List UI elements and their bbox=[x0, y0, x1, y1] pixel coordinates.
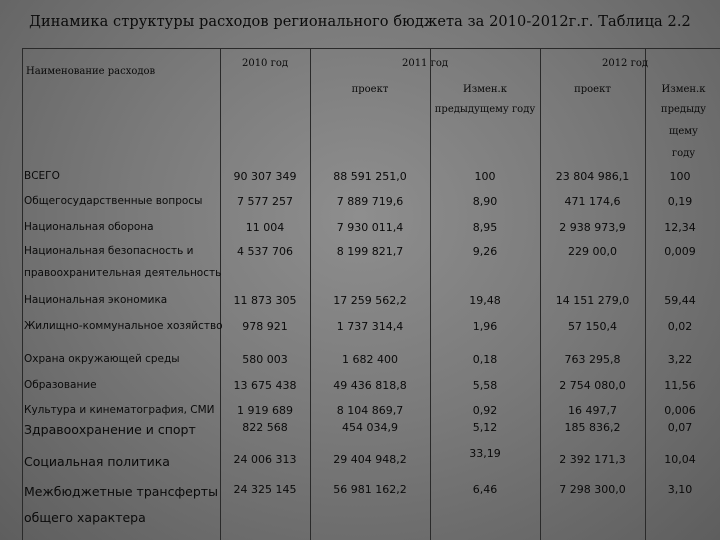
cell-change-2012: 3,22 bbox=[667, 353, 693, 366]
cell-project-2012: 763 295,8 bbox=[564, 353, 621, 366]
header-2011: 2011 год bbox=[401, 58, 449, 69]
cell-change-2011: 19,48 bbox=[469, 294, 501, 307]
cell-project-2012: 185 836,2 bbox=[564, 421, 621, 434]
cell-change-2011: 0,92 bbox=[472, 404, 498, 417]
cell-2010: 11 873 305 bbox=[233, 294, 297, 307]
cell-project-2011: 8 104 869,7 bbox=[336, 404, 404, 417]
header-project-2011: проект bbox=[351, 84, 389, 95]
cell-project-2011: 88 591 251,0 bbox=[333, 170, 407, 183]
cell-project-2011: 8 199 821,7 bbox=[336, 245, 404, 258]
cell-project-2011: 7 889 719,6 bbox=[336, 195, 404, 208]
cell-change-2011: 8,95 bbox=[472, 221, 498, 234]
row-label: Национальная оборона bbox=[24, 221, 154, 233]
header-change-2012-line2: предыду bbox=[660, 104, 707, 115]
cell-2010: 90 307 349 bbox=[233, 170, 297, 183]
row-label: Социальная политика bbox=[24, 454, 170, 469]
cell-project-2011: 29 404 948,2 bbox=[333, 453, 407, 466]
row-label: Жилищно-коммунальное хозяйство bbox=[24, 320, 223, 332]
row-label: Здравоохранение и спорт bbox=[24, 422, 196, 437]
cell-2010: 978 921 bbox=[242, 320, 288, 333]
cell-change-2012: 3,10 bbox=[667, 483, 693, 496]
cell-project-2012: 14 151 279,0 bbox=[555, 294, 630, 307]
cell-2010: 7 577 257 bbox=[237, 195, 293, 208]
cell-change-2012: 0,02 bbox=[667, 320, 693, 333]
row-label: Национальная безопасность и bbox=[24, 245, 194, 257]
header-2010: 2010 год bbox=[241, 58, 289, 69]
cell-change-2012: 0,006 bbox=[664, 404, 696, 417]
cell-change-2011: 100 bbox=[474, 170, 496, 183]
cell-change-2012: 100 bbox=[669, 170, 691, 183]
cell-project-2012: 229 00,0 bbox=[568, 245, 617, 258]
row-label: ВСЕГО bbox=[24, 170, 60, 182]
header-project-2012: проект bbox=[574, 84, 611, 95]
cell-change-2011: 1,96 bbox=[472, 320, 498, 333]
cell-project-2011: 1 682 400 bbox=[342, 353, 398, 366]
header-change-2012-line4: году bbox=[671, 148, 696, 159]
cell-project-2012: 23 804 986,1 bbox=[555, 170, 630, 183]
cell-project-2012: 7 298 300,0 bbox=[559, 483, 626, 496]
row-label-continued: правоохранительная деятельность bbox=[24, 267, 222, 279]
cell-project-2011: 7 930 011,4 bbox=[336, 221, 404, 234]
cell-change-2012: 12,34 bbox=[664, 221, 696, 234]
cell-change-2011: 5,58 bbox=[472, 379, 498, 392]
cell-project-2012: 2 754 080,0 bbox=[559, 379, 626, 392]
cell-change-2011: 5,12 bbox=[472, 421, 498, 434]
cell-change-2012: 0,07 bbox=[667, 421, 693, 434]
cell-change-2011: 6,46 bbox=[472, 483, 498, 496]
cell-project-2011: 454 034,9 bbox=[342, 421, 398, 434]
cell-change-2012: 59,44 bbox=[664, 294, 696, 307]
cell-project-2012: 2 938 973,9 bbox=[559, 221, 626, 234]
row-label: Культура и кинематография, СМИ bbox=[24, 404, 215, 416]
cell-change-2012: 11,56 bbox=[664, 379, 696, 392]
cell-2010: 4 537 706 bbox=[237, 245, 293, 258]
cell-project-2011: 17 259 562,2 bbox=[333, 294, 407, 307]
cell-change-2011: 8,90 bbox=[472, 195, 498, 208]
cell-change-2011: 0,18 bbox=[472, 353, 498, 366]
header-change-2012-line1: Измен.к bbox=[661, 84, 706, 95]
cell-project-2012: 471 174,6 bbox=[564, 195, 621, 208]
cell-2010: 1 919 689 bbox=[237, 404, 293, 417]
cell-change-2011: 9,26 bbox=[472, 245, 498, 258]
cell-2010: 24 325 145 bbox=[233, 483, 297, 496]
header-change-2011-line2: предыдущему году bbox=[434, 104, 536, 115]
row-label-continued: общего характера bbox=[24, 510, 146, 525]
row-label: Образование bbox=[24, 379, 97, 391]
cell-change-2012: 10,04 bbox=[664, 453, 696, 466]
cell-project-2012: 16 497,7 bbox=[568, 404, 617, 417]
cell-project-2011: 1 737 314,4 bbox=[336, 320, 404, 333]
cell-project-2012: 2 392 171,3 bbox=[559, 453, 626, 466]
cell-project-2011: 56 981 162,2 bbox=[333, 483, 407, 496]
header-change-2012-line3: щему bbox=[669, 126, 698, 137]
row-label: Охрана окружающей среды bbox=[24, 353, 180, 365]
row-label: Общегосударственные вопросы bbox=[24, 195, 203, 207]
cell-2010: 13 675 438 bbox=[233, 379, 297, 392]
cell-2010: 24 006 313 bbox=[233, 453, 297, 466]
row-label: Межбюджетные трансферты bbox=[24, 484, 218, 499]
cell-change-2012: 0,009 bbox=[664, 245, 696, 258]
slide-title: Динамика структуры расходов регионального бюджета за 2010-2012г.г. Таблица 2.2 bbox=[29, 14, 691, 30]
cell-project-2012: 57 150,4 bbox=[568, 320, 617, 333]
header-change-2011-line1: Измен.к bbox=[463, 84, 507, 95]
cell-2010: 822 568 bbox=[242, 421, 288, 434]
cell-2010: 11 004 bbox=[245, 221, 285, 234]
cell-project-2011: 49 436 818,8 bbox=[333, 379, 407, 392]
cell-change-2011: 33,19 bbox=[469, 447, 501, 460]
cell-2010: 580 003 bbox=[242, 353, 288, 366]
row-label: Национальная экономика bbox=[24, 294, 168, 306]
cell-change-2012: 0,19 bbox=[667, 195, 693, 208]
header-name-col: Наименование расходов bbox=[26, 66, 156, 77]
header-2012: 2012 год bbox=[601, 58, 649, 69]
